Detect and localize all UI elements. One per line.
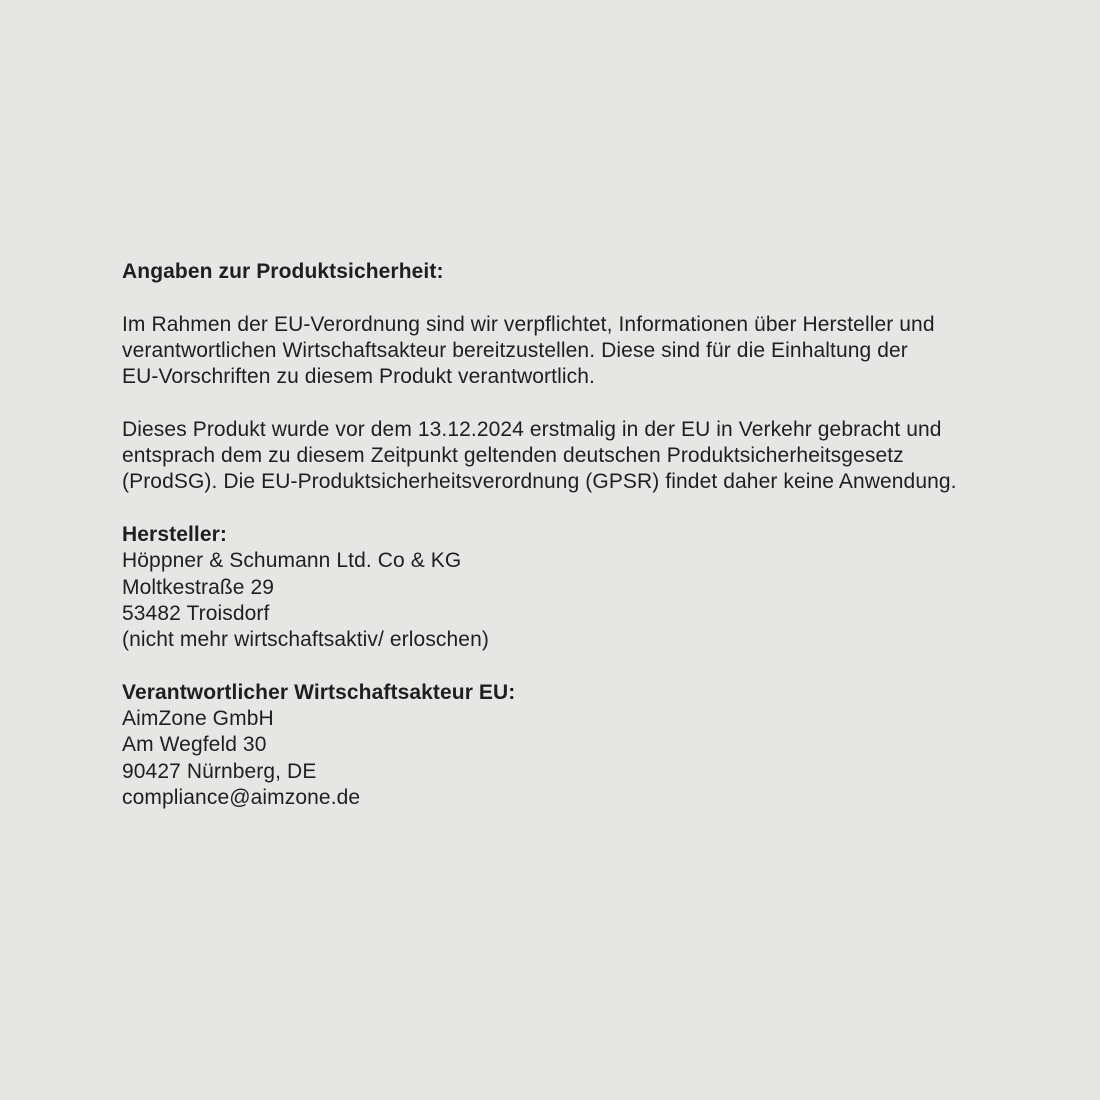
responsible-operator-label: Verantwortlicher Wirtschaftsakteur EU: xyxy=(122,680,516,704)
responsible-operator-name: AimZone GmbH xyxy=(122,707,274,731)
intro-paragraph xyxy=(122,312,1022,391)
intro-line-3: EU-Vorschriften zu diesem Produkt verantwortlich. xyxy=(122,365,595,389)
intro-line-1: Im Rahmen der EU-Verordnung sind wir verpflichtet, Informationen über Hersteller und xyxy=(122,312,935,336)
responsible-operator-city: 90427 Nürnberg, DE xyxy=(122,759,317,783)
notice-heading: Angaben zur Produktsicherheit: xyxy=(122,260,444,283)
manufacturer-street: Moltkestraße 29 xyxy=(122,575,275,599)
responsible-operator-street: Am Wegfeld 30 xyxy=(122,733,267,757)
manufacturer-city: 53482 Troisdorf xyxy=(122,601,270,625)
manufacturer-name: Höppner & Schumann Ltd. Co & KG xyxy=(122,549,462,573)
product-safety-notice xyxy=(122,259,1022,811)
notice-heading-block xyxy=(122,259,1022,285)
manufacturer-block xyxy=(122,522,1022,653)
responsible-operator-email: compliance@aimzone.de xyxy=(122,785,361,809)
responsible-operator-block xyxy=(122,680,1022,811)
clause-line-2: entsprach dem zu diesem Zeitpunkt geltenden deutschen Produktsicherheitsgesetz xyxy=(122,444,904,468)
manufacturer-status-note: (nicht mehr wirtschaftsaktiv/ erloschen) xyxy=(122,628,489,652)
clause-line-3: (ProdSG). Die EU-Produktsicherheitsverordnung (GPSR) findet daher keine Anwendung. xyxy=(122,470,957,494)
grandfather-clause-paragraph xyxy=(122,417,1022,496)
manufacturer-label: Hersteller: xyxy=(122,522,227,546)
intro-line-2: verantwortlichen Wirtschaftsakteur bereitzustellen. Diese sind für die Einhaltung der xyxy=(122,338,908,362)
clause-line-1: Dieses Produkt wurde vor dem 13.12.2024 erstmalig in der EU in Verkehr gebracht und xyxy=(122,417,942,441)
